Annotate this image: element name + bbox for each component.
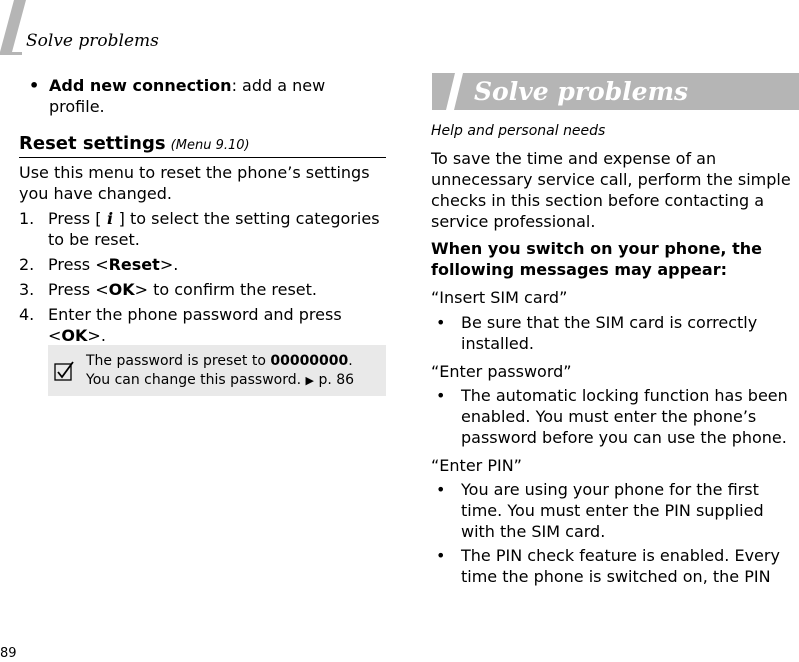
step-4 — [48, 304, 368, 346]
step-2-post: >. — [159, 255, 179, 274]
step-3-post: > to confirm the reset. — [134, 280, 317, 299]
step-1 — [48, 208, 388, 250]
step-number: 1. — [19, 209, 35, 228]
bullet-dot: • — [436, 480, 446, 499]
section-rule — [19, 157, 386, 158]
section-heading — [19, 133, 250, 154]
banner-slash-decoration — [446, 73, 466, 110]
header-title: Solve problems — [26, 31, 159, 51]
step-2-key: Reset — [108, 255, 160, 274]
page-ref-arrow-icon: ▶ — [305, 374, 314, 387]
bullet-dot: • — [29, 76, 40, 95]
note-pre: The password is preset to — [86, 353, 271, 369]
note-line-1 — [86, 352, 381, 371]
step-number: 4. — [19, 305, 35, 324]
note-post: . — [348, 353, 353, 369]
info-key-icon: i — [101, 209, 119, 228]
step-number: 3. — [19, 280, 35, 299]
message-bullet: The PIN check feature is enabled. Every time the phone is switched on, the PIN — [461, 546, 780, 586]
banner-title: Solve problems — [474, 77, 689, 106]
step-number: 2. — [19, 255, 35, 274]
step-2-pre: Press < — [48, 255, 109, 274]
message-bullet: The automatic locking function has been enabled. You must enter the phone’s password before you can use the phone. — [461, 386, 788, 447]
step-3-pre: Press < — [48, 280, 109, 299]
header-underline — [0, 52, 22, 55]
page-number: 89 — [0, 646, 17, 661]
message-bullet: Be sure that the SIM card is correctly installed. — [461, 313, 758, 353]
menu-reference: (Menu 9.10) — [170, 138, 250, 153]
step-1-pre: Press [ — [48, 209, 102, 228]
message-title: “Enter password” — [431, 362, 572, 381]
note-password: 00000000 — [270, 353, 349, 369]
message-bullet: You are using your phone for the first time. You must enter the PIN supplied with the SIM card. — [461, 480, 764, 541]
section-subtitle: Help and personal needs — [431, 123, 606, 139]
bullet-dot: • — [436, 386, 446, 405]
bullet-dot: • — [436, 313, 446, 332]
message-title: “Insert SIM card” — [431, 288, 568, 307]
bullet-item-text: : add a new profile. — [49, 76, 326, 116]
step-4-post: >. — [87, 326, 106, 345]
step-3-key: OK — [108, 280, 135, 299]
bullet-item-label: Add new connection — [49, 76, 232, 95]
step-2 — [48, 254, 388, 275]
page-reference: p. 86 — [318, 372, 355, 388]
bold-intro: When you switch on your phone, the following messages may appear: — [431, 239, 762, 279]
note-line-2 — [86, 371, 381, 390]
step-4-pre: Enter the phone password and press < — [48, 305, 342, 345]
note-line2: You can change this password. — [86, 372, 302, 388]
bullet-item — [49, 75, 349, 117]
header-slash-decoration — [0, 0, 40, 60]
step-3 — [48, 279, 388, 300]
message-title: “Enter PIN” — [431, 456, 522, 475]
step-1-post: ] to select the setting categories to be reset. — [48, 209, 380, 249]
section-intro: Use this menu to reset the phone’s settings you have changed. — [19, 163, 370, 203]
bullet-dot: • — [436, 546, 446, 565]
checkbox-note-icon — [54, 360, 76, 382]
section-title: Reset settings — [19, 133, 166, 154]
note-text — [86, 352, 381, 390]
right-intro: To save the time and expense of an unnecessary service call, perform the simple checks in this section before contacting a service professional. — [431, 149, 791, 231]
step-4-key: OK — [61, 326, 88, 345]
